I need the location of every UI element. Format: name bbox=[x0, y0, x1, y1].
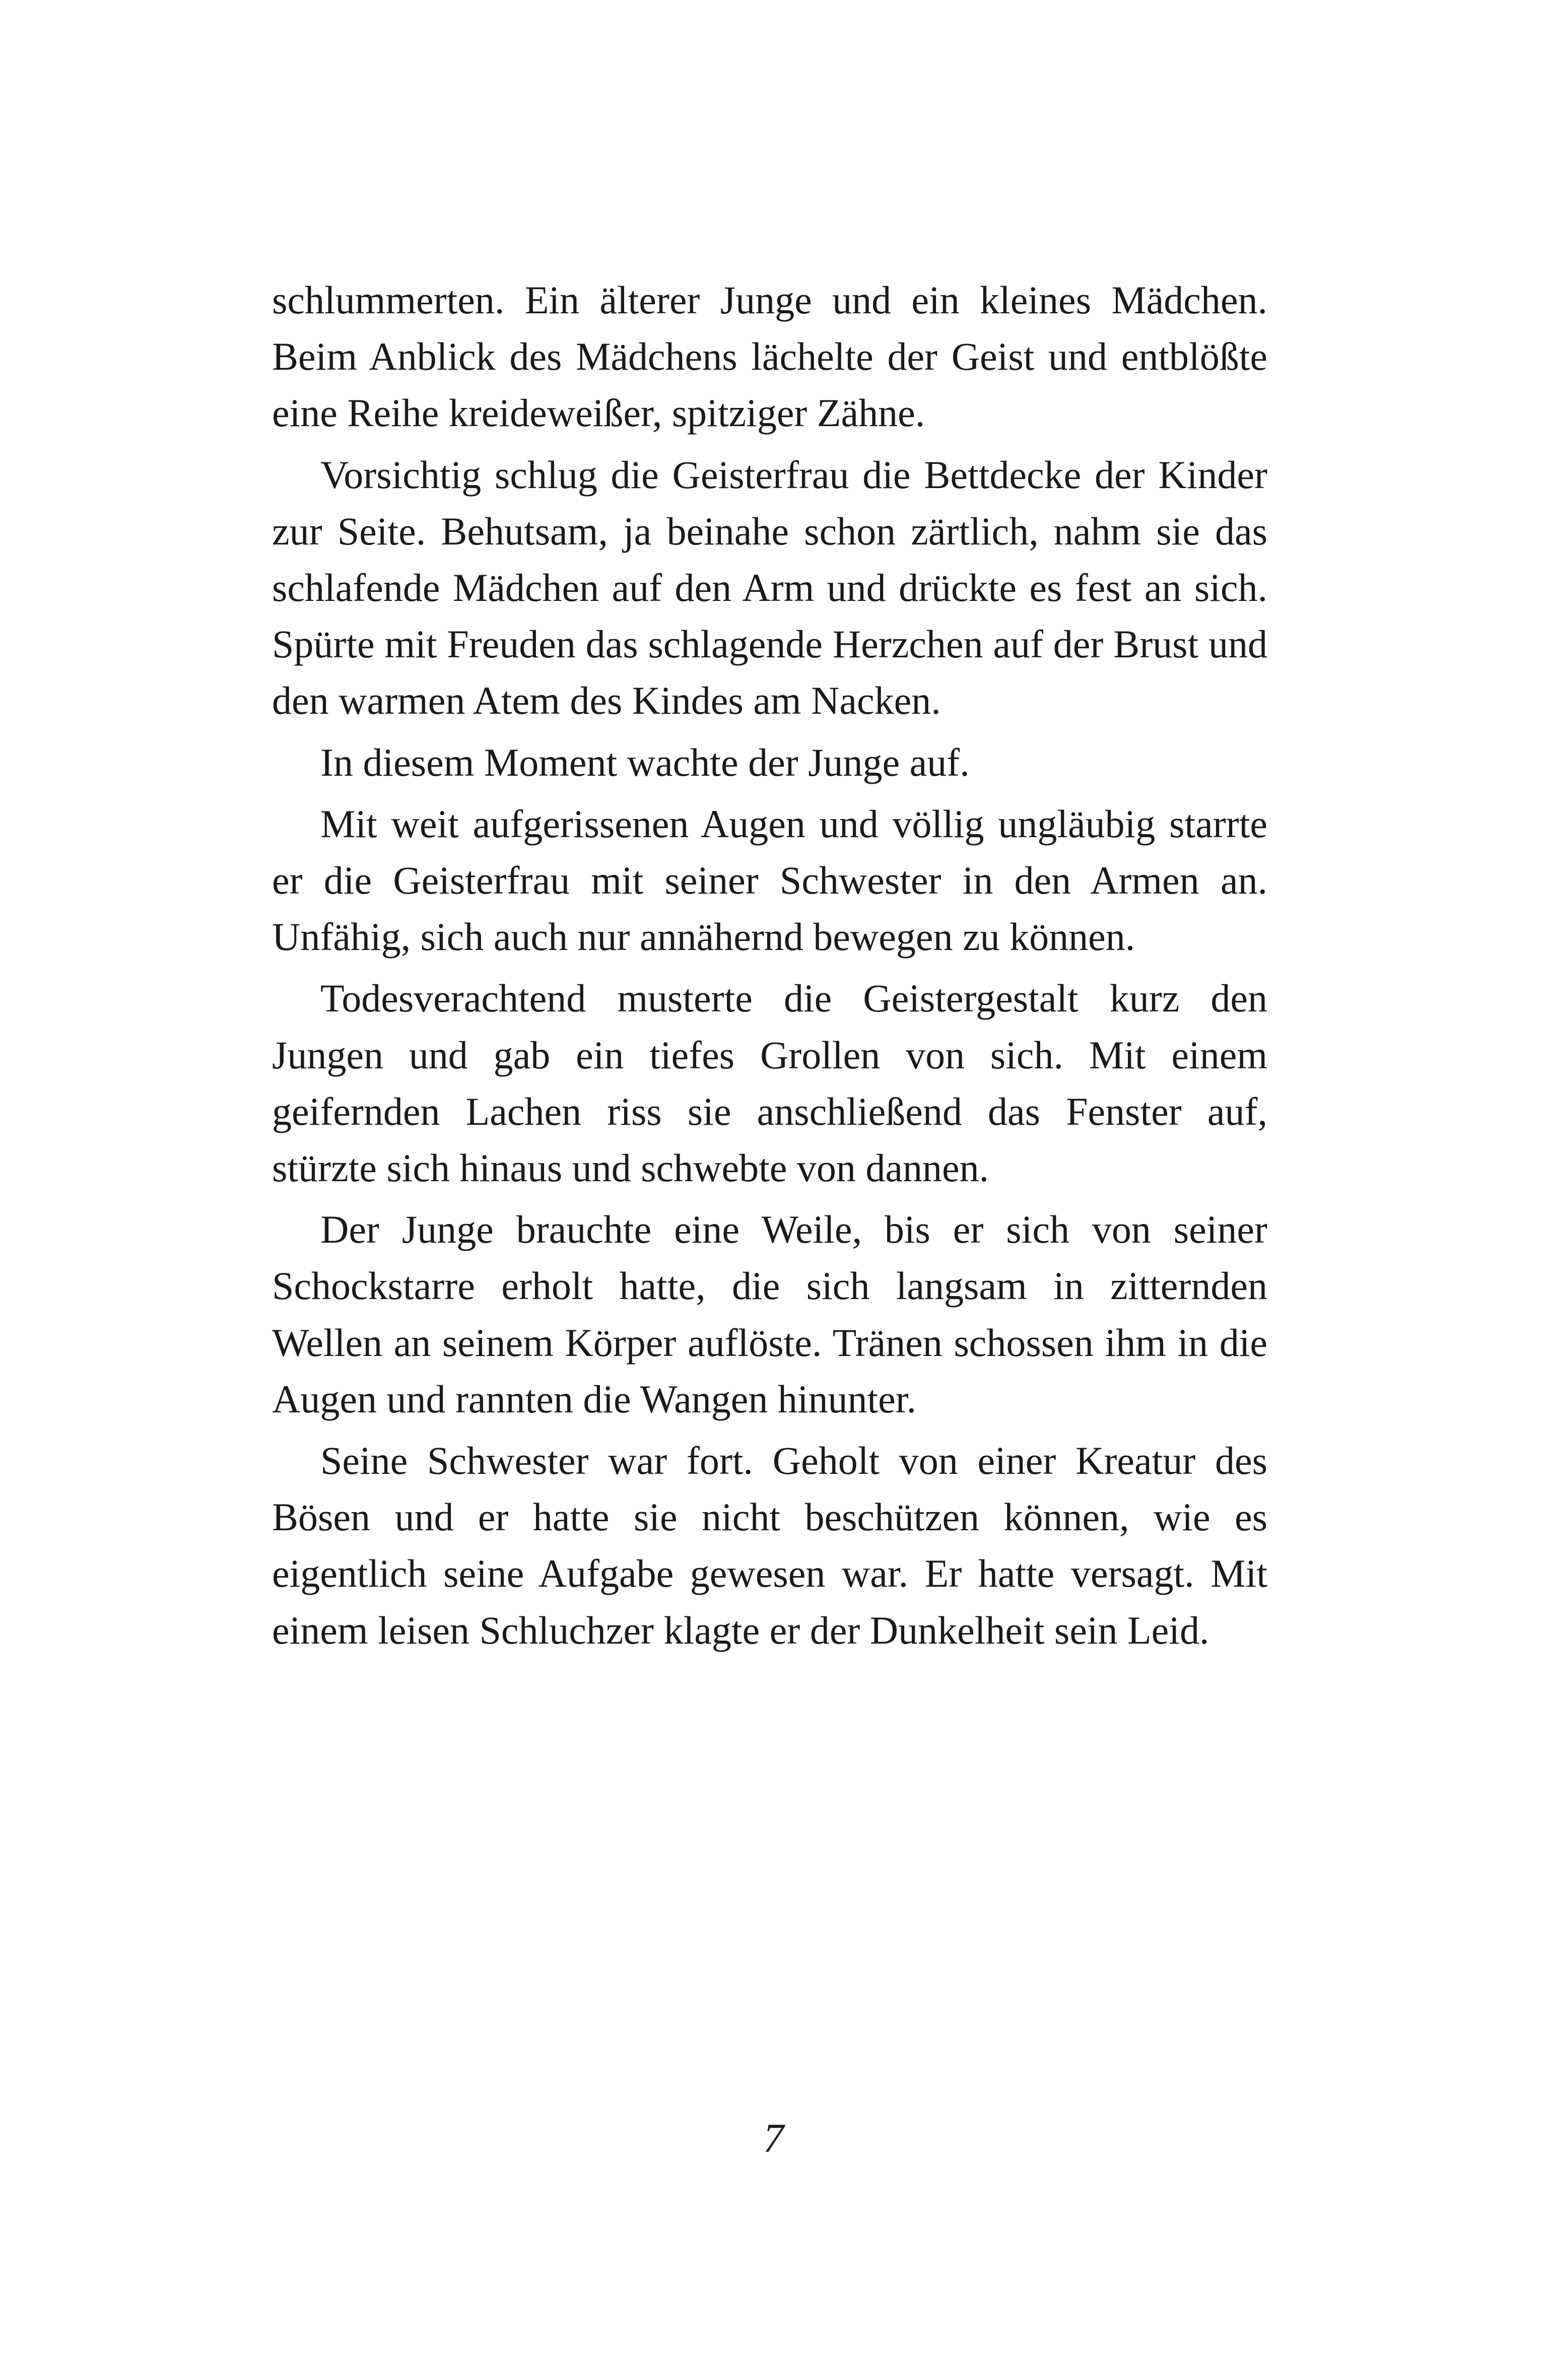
paragraph: Todesverachtend musterte die Geistergestalt kurz den Jungen und gab ein tiefes Grollen von sich. Mit einem geifernden Lachen riss sie anschließend das Fenster auf, stürzte sich hinaus und schwebte von dannen. bbox=[272, 976, 1267, 1190]
paragraph: Mit weit aufgerissenen Augen und völlig ungläubig starrte er die Geisterfrau mit seiner Schwester in den Armen an. Unfähig, sich auch nur annähernd bewegen zu können. bbox=[272, 801, 1267, 959]
paragraph: Der Junge brauchte eine Weile, bis er sich von seiner Schockstarre erholt hatte, die sich langsam in zitternden Wellen an seinem Körper auflöste. Tränen schossen ihm in die Augen und rannten die Wangen hinunter. bbox=[272, 1207, 1267, 1421]
paragraph-continuation: schlummerten. Ein älterer Junge und ein kleines Mädchen. Beim Anblick des Mädchens lächelte der Geist und entblößte eine Reihe kreideweißer, spitziger Zähne. bbox=[272, 278, 1267, 435]
paragraph: Vorsichtig schlug die Geisterfrau die Bettdecke der Kinder zur Seite. Behutsam, ja beinahe schon zärtlich, nahm sie das schlafende Mädchen auf den Arm und drückte es fest an sich. Spürte mit Freuden das schlagende Herzchen auf der Brust und den warmen Atem des Kindes am Nacken. bbox=[272, 452, 1267, 723]
page-number: 7 bbox=[763, 2115, 784, 2161]
paragraph: Seine Schwester war fort. Geholt von einer Kreatur des Bösen und er hatte sie nicht beschützen können, wie es eigentlich seine Aufgabe gewesen war. Er hatte versagt. Mit einem leisen Schluchzer klagte er der Dunkelheit sein Leid. bbox=[272, 1439, 1267, 1652]
body-text bbox=[272, 272, 1267, 1995]
paragraph: In diesem Moment wachte der Junge auf. bbox=[320, 740, 970, 784]
